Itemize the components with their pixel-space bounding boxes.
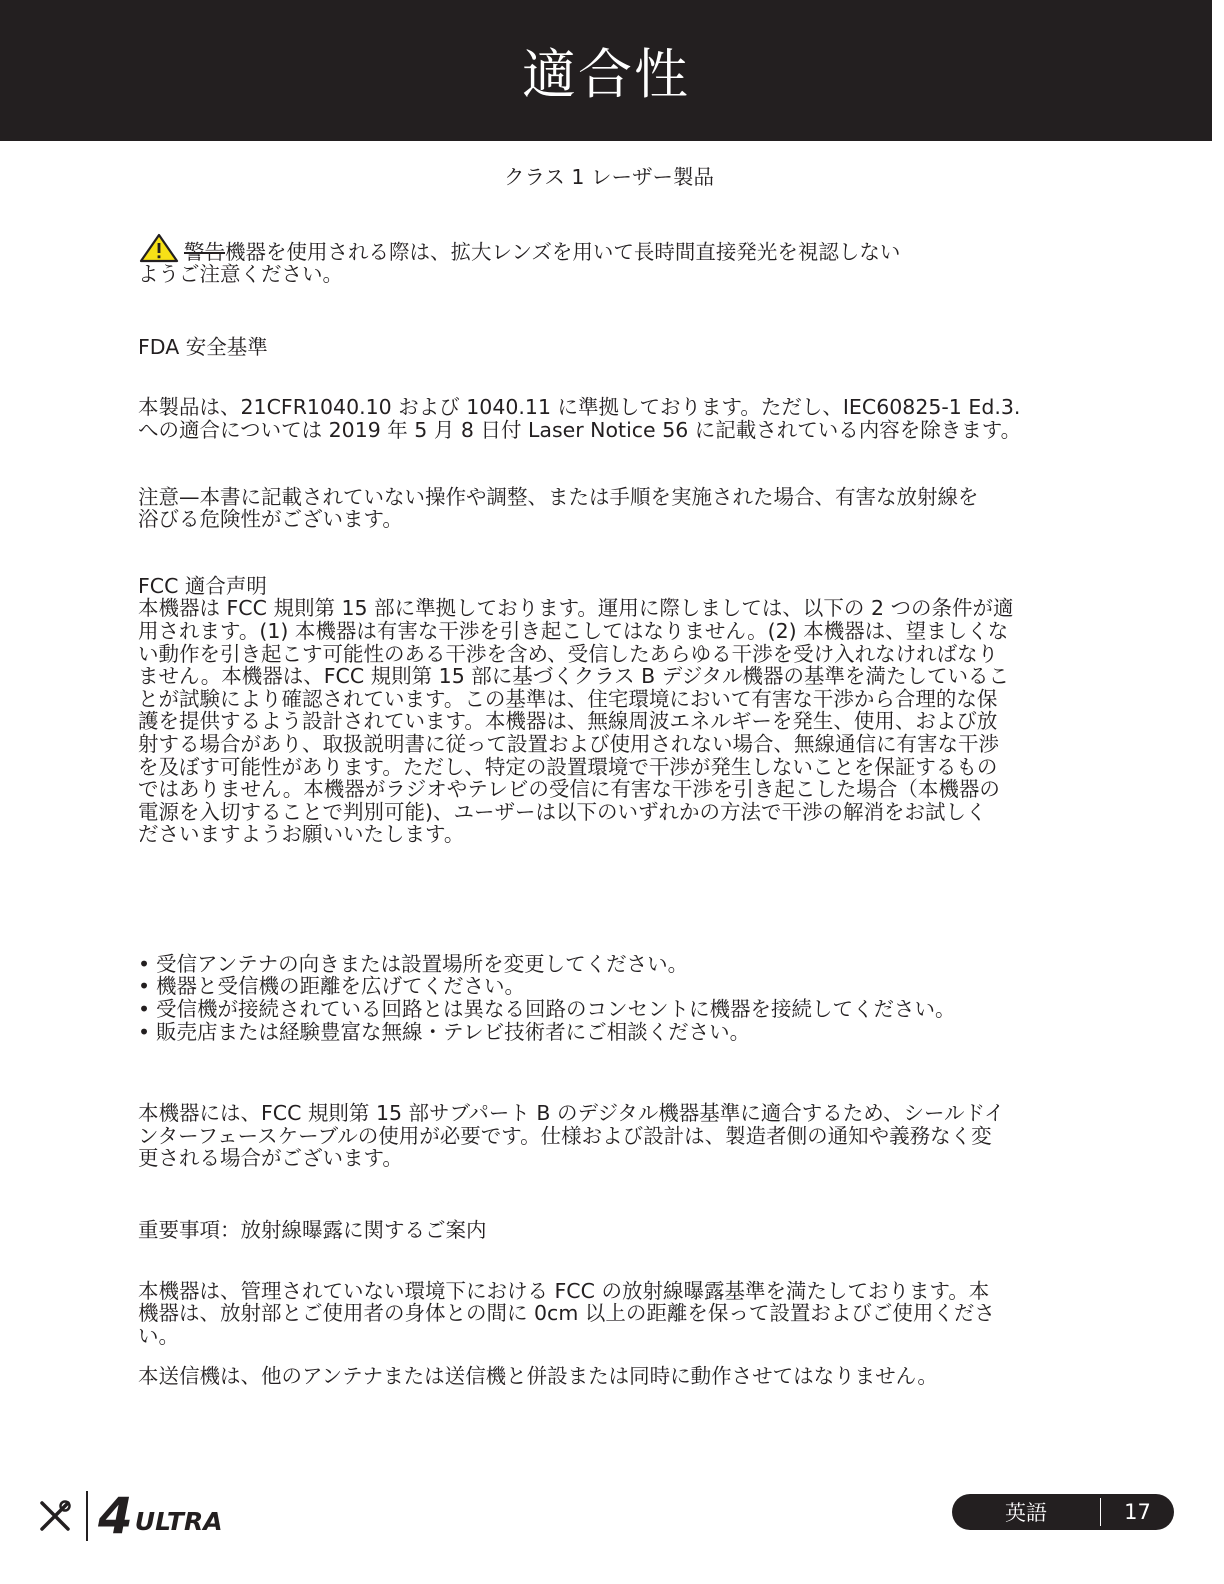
brand-logo	[38, 1487, 223, 1545]
fcc-line: 本機器は FCC 規則第 15 部に準拠しております。運用に際しましては、以下の 2 つの条件が適	[138, 596, 1014, 621]
list-item: • 受信アンテナの向きまたは設置場所を変更してください。	[138, 953, 1080, 976]
logo-text: ULTRA	[134, 1506, 223, 1536]
subtitle: クラス 1 レーザー製品	[504, 165, 714, 189]
fcc-line: 護を提供するよう設計されています。本機器は、無線周波エネルギーを発生、使用、および放	[138, 709, 998, 734]
fcc-line: 用されます。(1) 本機器は有害な干渉を引き起こしてはなりません。(2) 本機器は、望ましくな	[138, 618, 1009, 643]
shielded-line: ンターフェースケーブルの使用が必要です。仕様および設計は、製造者側の通知や義務なく変	[138, 1123, 992, 1148]
list-item: • 販売店または経験豊富な無線・テレビ技術者にご相談ください。	[138, 1021, 1080, 1044]
warning-text: 機器を使用される際は、拡大レンズを用いて長時間直接発光を視認しない	[225, 239, 901, 264]
fcc-line: を及ぼす可能性があります。ただし、特定の設置環境で干渉が発生しないことを保証するもの	[138, 754, 998, 779]
fda-paragraph	[138, 396, 1080, 441]
logo-divider	[86, 1491, 88, 1541]
header-bar	[0, 0, 1212, 141]
caution-line-1: 注意—本書に記載されていない操作や調整、または手順を実施された場合、有害な放射線を	[138, 484, 979, 509]
page-title: 適合性	[522, 43, 690, 106]
language-label: 英語	[1005, 1501, 1047, 1525]
fda-line-1: 本製品は、21CFR1040.10 および 1040.11 に準拠しております。ただし、IEC60825-1 Ed.3.	[138, 395, 1021, 420]
caution-line-2: 浴びる危険性がございます。	[138, 507, 403, 532]
fcc-line: ではありません。本機器がラジオやテレビの受信に有害な干渉を引き起こした場合（本機器の	[138, 777, 1000, 802]
crossed-tools-icon	[38, 1499, 72, 1533]
shielded-line: 本機器には、FCC 規則第 15 部サブパート B のデジタル機器基準に適合するため、シールドイ	[138, 1101, 1005, 1126]
fda-line-2: への適合については 2019 年 5 月 8 日付 Laser Notice 56 に記載されている内容を除きます。	[138, 417, 1022, 442]
rf-line: い。	[138, 1323, 179, 1348]
fcc-line: い動作を引き起こす可能性のある干渉を含め、受信したあらゆる干渉を受け入れなければなり	[138, 641, 999, 666]
fcc-paragraph	[138, 597, 1080, 846]
warning-line-1	[138, 233, 1080, 264]
logo-number: 4	[98, 1487, 131, 1545]
remedy-list	[138, 953, 1080, 1043]
fcc-line: とが試験により確認されています。この基準は、住宅環境において有害な干渉から合理的な保	[138, 686, 998, 711]
transmitter-note: 本送信機は、他のアンテナまたは送信機と併設または同時に動作させてはなりません。	[138, 1364, 938, 1389]
shielded-line: 更される場合がございます。	[138, 1146, 403, 1171]
caution-paragraph	[138, 486, 1080, 531]
fcc-line: 射する場合があり、取扱説明書に従って設置および使用されない場合、無線通信に有害な干渉	[138, 731, 999, 756]
document-body	[138, 160, 1080, 1388]
list-item: • 受信機が接続されている回路とは異なる回路のコンセントに機器を接続してください。	[138, 998, 1080, 1021]
warning-block	[138, 233, 1080, 286]
rf-line: 本機器は、管理されていない環境下における FCC の放射線曝露基準を満たしております。本	[138, 1278, 990, 1303]
fcc-line: ません。本機器は、FCC 規則第 15 部に基づくクラス B デジタル機器の基準を満たしているこ	[138, 664, 1010, 689]
fcc-line: ださいますようお願いいたします。	[138, 822, 465, 847]
warning-line-2: ようご注意ください。	[138, 262, 343, 287]
rf-heading: 重要事項：放射線曝露に関するご案内	[138, 1218, 487, 1243]
fcc-line: 電源を入切することで判別可能)、ユーザーは以下のいずれかの方法で干渉の解消をお試しく	[138, 799, 987, 824]
shielded-cable-paragraph	[138, 1102, 1080, 1170]
warning-label: 警告	[184, 239, 225, 264]
rf-paragraph	[138, 1280, 1080, 1348]
rf-line: 機器は、放射部とご使用者の身体との間に 0cm 以上の距離を保って設置およびご使用くださ	[138, 1301, 995, 1326]
fda-heading: FDA 安全基準	[138, 334, 268, 359]
warning-triangle-icon	[138, 233, 180, 263]
page-footer-badge	[952, 1494, 1174, 1530]
list-item: • 機器と受信機の距離を広げてください。	[138, 975, 1080, 998]
page-number: 17	[1124, 1500, 1151, 1524]
fcc-heading: FCC 適合声明	[138, 573, 267, 598]
